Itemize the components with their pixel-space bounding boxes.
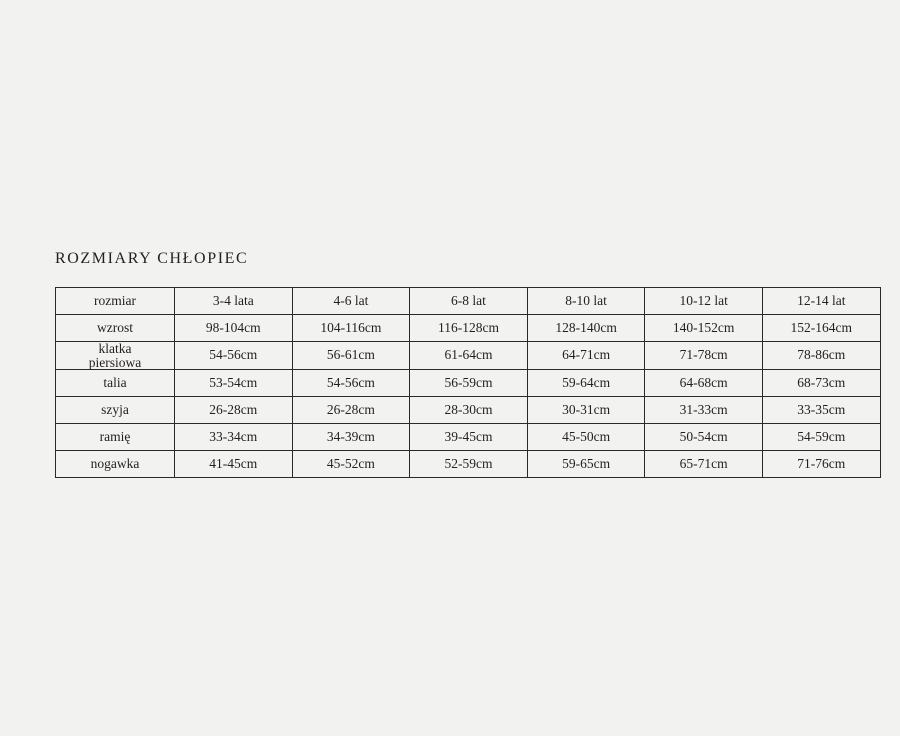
row-label: rozmiar (56, 288, 175, 315)
row-label-line2: piersiowa (88, 354, 142, 370)
table-cell: 78-86cm (762, 342, 880, 370)
table-cell: 140-152cm (645, 315, 763, 342)
size-table (55, 287, 881, 478)
table-cell: 59-64cm (527, 370, 645, 397)
row-label: ramię (56, 424, 175, 451)
table-cell: 41-45cm (175, 451, 293, 478)
table-row (56, 370, 881, 397)
table-cell: 64-68cm (645, 370, 763, 397)
table-cell: 71-78cm (645, 342, 763, 370)
table-row (56, 288, 881, 315)
table-cell: 50-54cm (645, 424, 763, 451)
table-cell: 152-164cm (762, 315, 880, 342)
table-cell: 8-10 lat (527, 288, 645, 315)
table-cell: 52-59cm (410, 451, 528, 478)
table-cell: 28-30cm (410, 397, 528, 424)
table-cell: 26-28cm (175, 397, 293, 424)
table-cell: 33-34cm (175, 424, 293, 451)
table-cell: 4-6 lat (292, 288, 410, 315)
table-row (56, 315, 881, 342)
table-cell: 6-8 lat (410, 288, 528, 315)
table-cell: 65-71cm (645, 451, 763, 478)
table-cell: 34-39cm (292, 424, 410, 451)
table-cell: 61-64cm (410, 342, 528, 370)
table-cell: 31-33cm (645, 397, 763, 424)
table-cell: 68-73cm (762, 370, 880, 397)
size-table-container (55, 287, 853, 478)
table-cell: 54-59cm (762, 424, 880, 451)
table-row (56, 342, 881, 370)
table-cell: 12-14 lat (762, 288, 880, 315)
table-row (56, 424, 881, 451)
table-cell: 54-56cm (175, 342, 293, 370)
table-cell: 104-116cm (292, 315, 410, 342)
table-cell: 3-4 lata (175, 288, 293, 315)
table-row (56, 451, 881, 478)
table-cell: 39-45cm (410, 424, 528, 451)
row-label: talia (56, 370, 175, 397)
table-cell: 56-61cm (292, 342, 410, 370)
row-label (56, 342, 175, 370)
table-cell: 64-71cm (527, 342, 645, 370)
table-cell: 30-31cm (527, 397, 645, 424)
table-cell: 45-52cm (292, 451, 410, 478)
table-cell: 53-54cm (175, 370, 293, 397)
row-label: nogawka (56, 451, 175, 478)
row-label: szyja (56, 397, 175, 424)
table-cell: 116-128cm (410, 315, 528, 342)
table-cell: 10-12 lat (645, 288, 763, 315)
table-cell: 56-59cm (410, 370, 528, 397)
table-cell: 54-56cm (292, 370, 410, 397)
table-row (56, 397, 881, 424)
row-label-line1: klatka (98, 341, 132, 356)
row-label: wzrost (56, 315, 175, 342)
table-cell: 33-35cm (762, 397, 880, 424)
table-cell: 45-50cm (527, 424, 645, 451)
table-cell: 98-104cm (175, 315, 293, 342)
table-cell: 26-28cm (292, 397, 410, 424)
page-title: ROZMIARY CHŁOPIEC (55, 250, 249, 267)
table-cell: 59-65cm (527, 451, 645, 478)
table-cell: 128-140cm (527, 315, 645, 342)
table-cell: 71-76cm (762, 451, 880, 478)
